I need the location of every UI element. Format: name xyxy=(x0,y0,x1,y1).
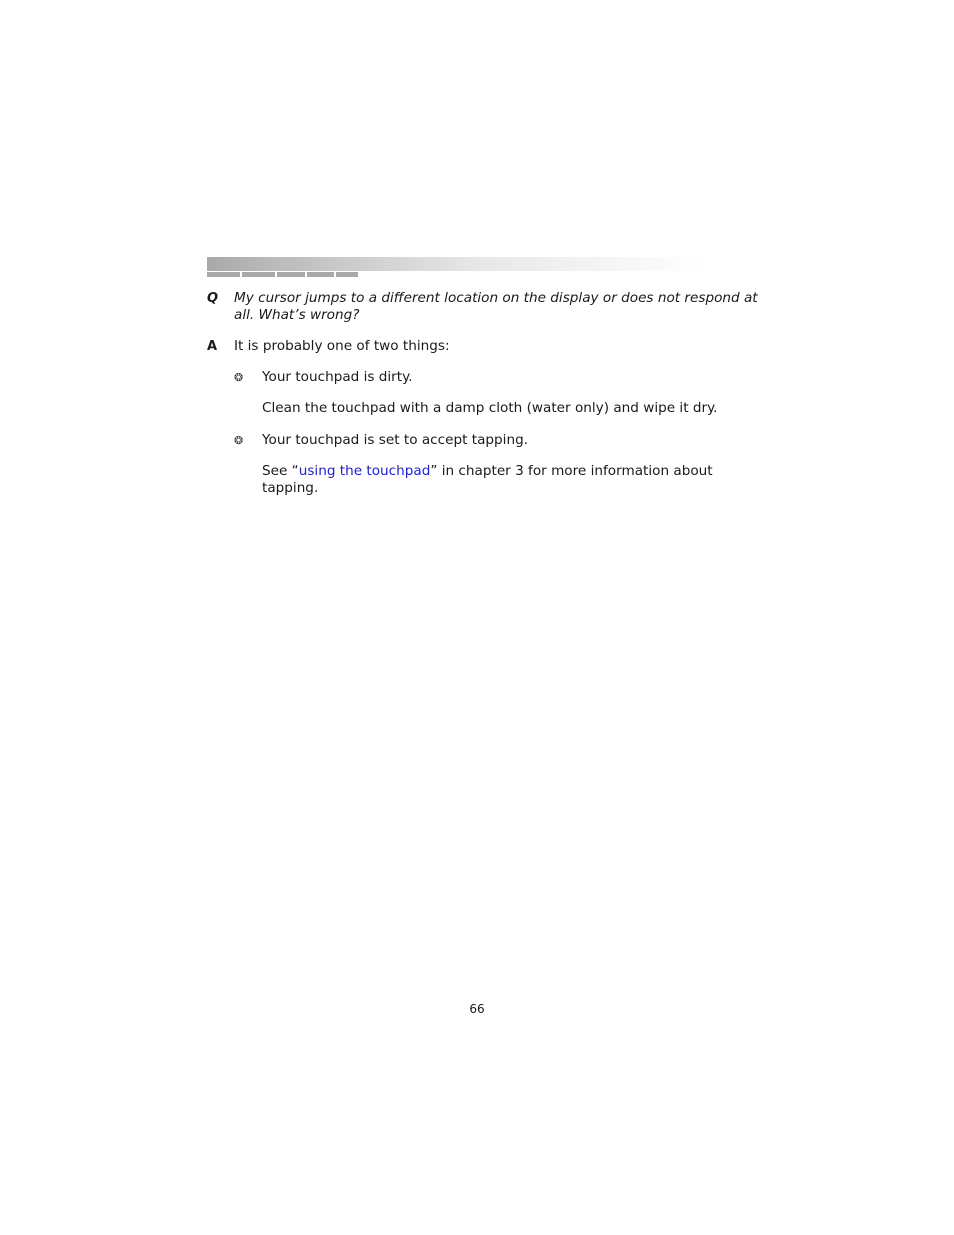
item-detail-see-line2: tapping. xyxy=(262,480,319,496)
header-segment xyxy=(207,272,240,277)
item-detail-clean: Clean the touchpad with a damp cloth (water only) and wipe it dry. xyxy=(262,400,718,416)
item-title-tapping: Your touchpad is set to accept tapping. xyxy=(262,432,529,448)
header-segment xyxy=(277,272,305,277)
header-segment xyxy=(336,272,358,277)
question-label: Q xyxy=(207,291,219,306)
header-segment-rule xyxy=(207,272,358,277)
header-segment xyxy=(307,272,334,277)
page-number: 66 xyxy=(469,1002,485,1016)
header-gradient-rule xyxy=(207,257,707,271)
detail-prefix: See “ xyxy=(262,463,299,479)
item-detail-see xyxy=(262,463,713,480)
answer-intro: It is probably one of two things: xyxy=(234,338,450,354)
header-segment xyxy=(242,272,275,277)
question-text-line2: all. What’s wrong? xyxy=(234,307,360,323)
touchpad-link[interactable]: using the touchpad xyxy=(298,463,431,479)
detail-suffix: ” in chapter 3 for more information about xyxy=(430,463,713,479)
answer-label: A xyxy=(207,339,218,354)
item-title-dirty: Your touchpad is dirty. xyxy=(262,369,413,385)
question-text-line1: My cursor jumps to a different location on the display or does not respond at xyxy=(234,290,758,306)
bullet-icon: ❂ xyxy=(234,371,244,384)
bullet-icon: ❂ xyxy=(234,434,244,447)
